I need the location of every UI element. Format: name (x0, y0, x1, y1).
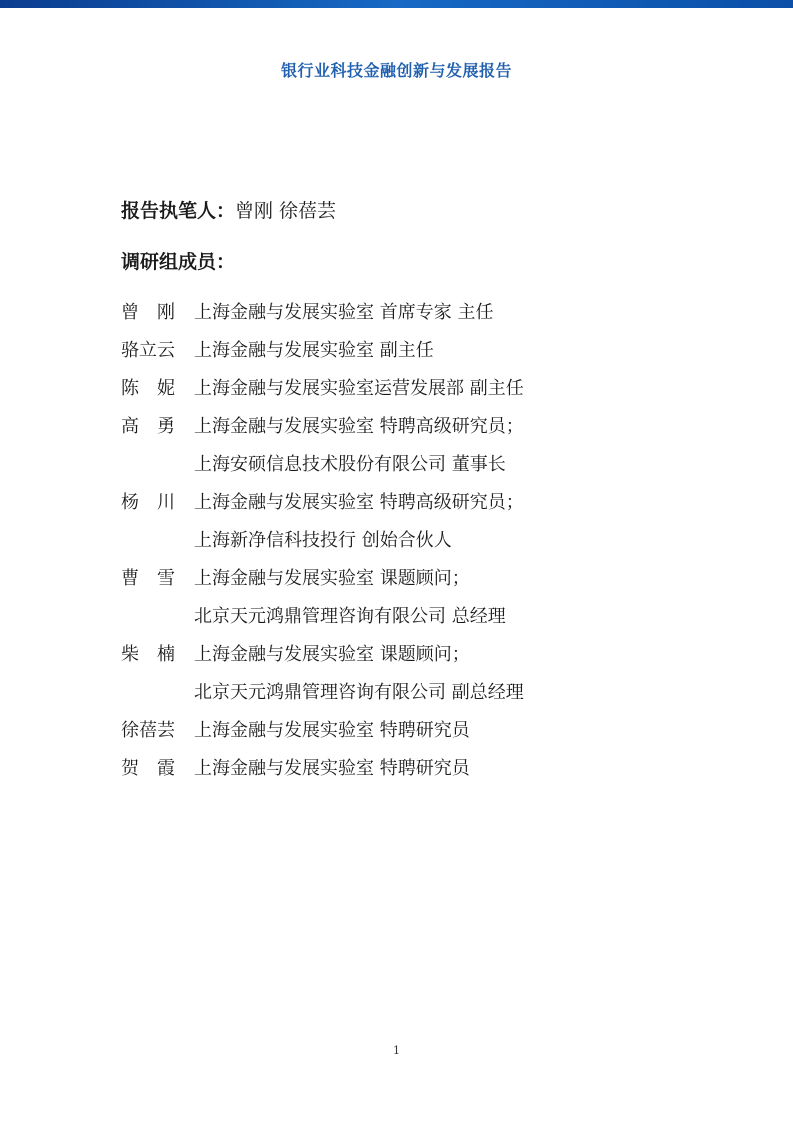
member-item (121, 294, 524, 332)
authors-label: 报告执笔人： (121, 200, 236, 222)
member-item (121, 560, 524, 636)
member-name: 骆立云 (121, 340, 175, 361)
member-item (121, 712, 524, 750)
member-role: 上海金融与发展实验室 特聘高级研究员； (194, 416, 524, 437)
member-roles (194, 370, 524, 408)
member-role: 上海金融与发展实验室 课题顾问； (194, 568, 470, 589)
member-name: 贺 霞 (121, 758, 175, 779)
member-roles (194, 712, 470, 750)
member-name: 曾 刚 (121, 302, 175, 323)
header-accent-bar (0, 0, 793, 8)
member-item (121, 408, 524, 484)
authors-line (121, 199, 336, 223)
member-role: 上海金融与发展实验室运营发展部 副主任 (194, 378, 524, 399)
member-role: 上海金融与发展实验室 课题顾问； (194, 644, 470, 665)
member-name: 高 勇 (121, 416, 175, 437)
member-role: 北京天元鸿鼎管理咨询有限公司 副总经理 (194, 682, 524, 703)
member-role: 上海新净信科技投行 创始合伙人 (194, 530, 452, 551)
member-role: 上海金融与发展实验室 特聘高级研究员； (194, 492, 524, 513)
members-heading: 调研组成员： (121, 251, 236, 273)
member-role: 上海金融与发展实验室 特聘研究员 (194, 720, 470, 741)
member-roles (194, 294, 493, 332)
member-item (121, 750, 524, 788)
member-role: 上海安硕信息技术股份有限公司 董事长 (194, 454, 506, 475)
member-list (121, 294, 524, 788)
member-name: 曹 雪 (121, 568, 175, 589)
member-roles (194, 408, 524, 484)
member-name: 杨 川 (121, 492, 175, 513)
member-role: 上海金融与发展实验室 特聘研究员 (194, 758, 470, 779)
member-role: 北京天元鸿鼎管理咨询有限公司 总经理 (194, 606, 506, 627)
member-roles (194, 636, 524, 712)
member-roles (194, 484, 524, 560)
member-item (121, 332, 524, 370)
page-number: 1 (393, 1044, 400, 1057)
report-header-title: 银行业科技金融创新与发展报告 (280, 61, 512, 80)
member-roles (194, 332, 434, 370)
member-item (121, 370, 524, 408)
member-item (121, 484, 524, 560)
member-item (121, 636, 524, 712)
authors-names: 曾刚 徐蓓芸 (235, 200, 337, 222)
member-roles (194, 750, 470, 788)
member-name: 陈 妮 (121, 378, 175, 399)
member-roles (194, 560, 506, 636)
member-role: 上海金融与发展实验室 副主任 (194, 340, 434, 361)
member-role: 上海金融与发展实验室 首席专家 主任 (194, 302, 494, 323)
member-name: 柴 楠 (121, 644, 175, 665)
member-name: 徐蓓芸 (121, 720, 175, 741)
